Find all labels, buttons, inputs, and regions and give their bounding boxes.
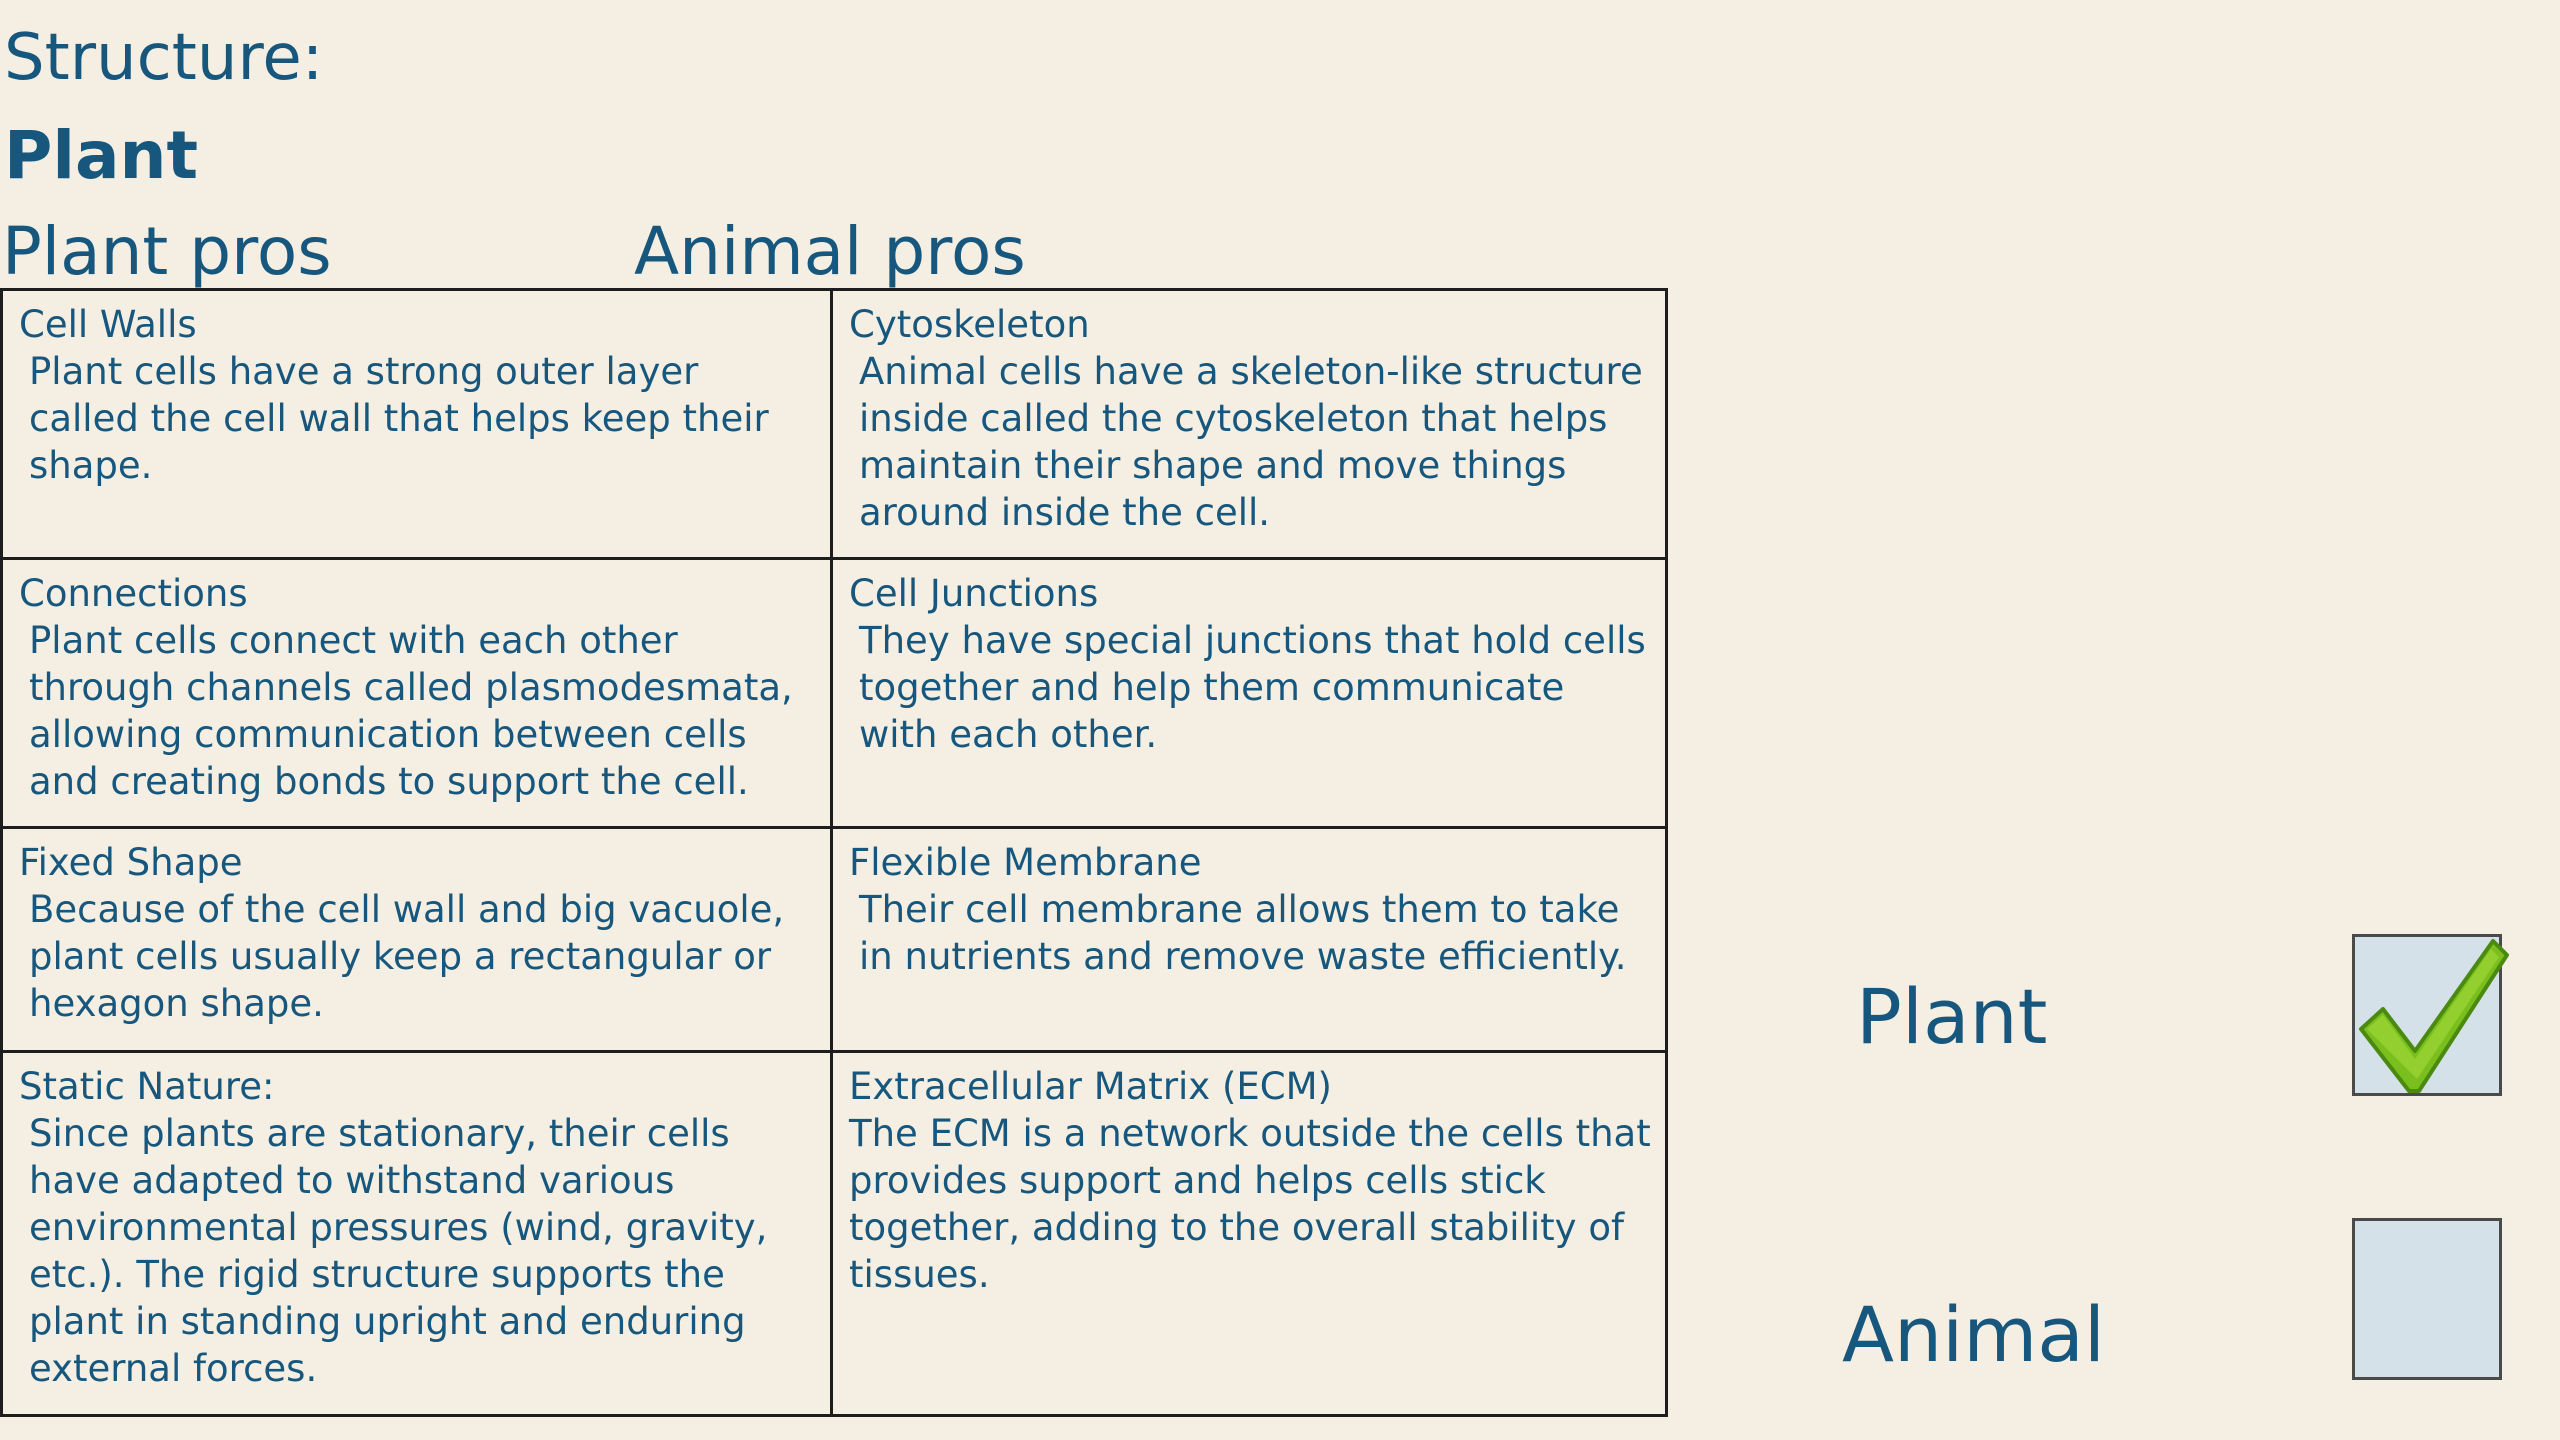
checkmark-icon	[2353, 933, 2509, 1103]
cell-body: The ECM is a network outside the cells that provides support and helps cells stick together, adding to the overall stability of tissues.	[849, 1112, 1651, 1296]
cell-title: Cytoskeleton	[849, 303, 1090, 346]
plant-checkbox[interactable]	[2352, 934, 2502, 1096]
cell-title: Cell Walls	[19, 303, 197, 346]
cell-body: Animal cells have a skeleton-like structure inside called the cytoskeleton that helps maintain their shape and move things around inside the cell.	[859, 350, 1643, 534]
structure-heading: Structure:	[4, 21, 324, 95]
cell-title: Connections	[19, 572, 248, 615]
cell-body: Plant cells have a strong outer layer called the cell wall that helps keep their shape.	[29, 350, 769, 487]
animal-pro-cell	[832, 1052, 1667, 1416]
animal-pros-heading: Animal pros	[634, 213, 1026, 290]
cell-body: Plant cells connect with each other through channels called plasmodesmata, allowing communication between cells and creating bonds to support the cell.	[29, 619, 793, 803]
cell-title: Fixed Shape	[19, 841, 243, 884]
table-row	[2, 1052, 1667, 1416]
plant-pro-cell	[2, 828, 832, 1052]
cell-title: Extracellular Matrix (ECM)	[849, 1065, 1332, 1108]
table-row	[2, 828, 1667, 1052]
animal-pro-cell	[832, 290, 1667, 559]
animal-pro-cell	[832, 559, 1667, 828]
animal-choice-label: Animal	[1842, 1290, 2105, 1379]
animal-pro-cell	[832, 828, 1667, 1052]
animal-checkbox[interactable]	[2352, 1218, 2502, 1380]
plant-pro-cell	[2, 290, 832, 559]
plant-pro-cell	[2, 559, 832, 828]
cell-title: Static Nature:	[19, 1065, 275, 1108]
plant-choice-label: Plant	[1856, 972, 2048, 1061]
cell-body: They have special junctions that hold cells together and help them communicate with each other.	[859, 619, 1646, 756]
plant-pros-heading: Plant pros	[2, 213, 332, 290]
table-row	[2, 290, 1667, 559]
plant-heading: Plant	[4, 117, 199, 194]
cell-title: Cell Junctions	[849, 572, 1099, 615]
cell-body: Since plants are stationary, their cells have adapted to withstand various environmental pressures (wind, gravity, etc.). The rigid structure supports the plant in standing upright and enduring external forces.	[29, 1112, 768, 1390]
table-row	[2, 559, 1667, 828]
plant-pro-cell	[2, 1052, 832, 1416]
pros-comparison-table	[0, 288, 1668, 1417]
cell-body: Because of the cell wall and big vacuole, plant cells usually keep a rectangular or hexagon shape.	[29, 888, 785, 1025]
cell-body: Their cell membrane allows them to take in nutrients and remove waste efficiently.	[859, 888, 1627, 978]
cell-title: Flexible Membrane	[849, 841, 1202, 884]
